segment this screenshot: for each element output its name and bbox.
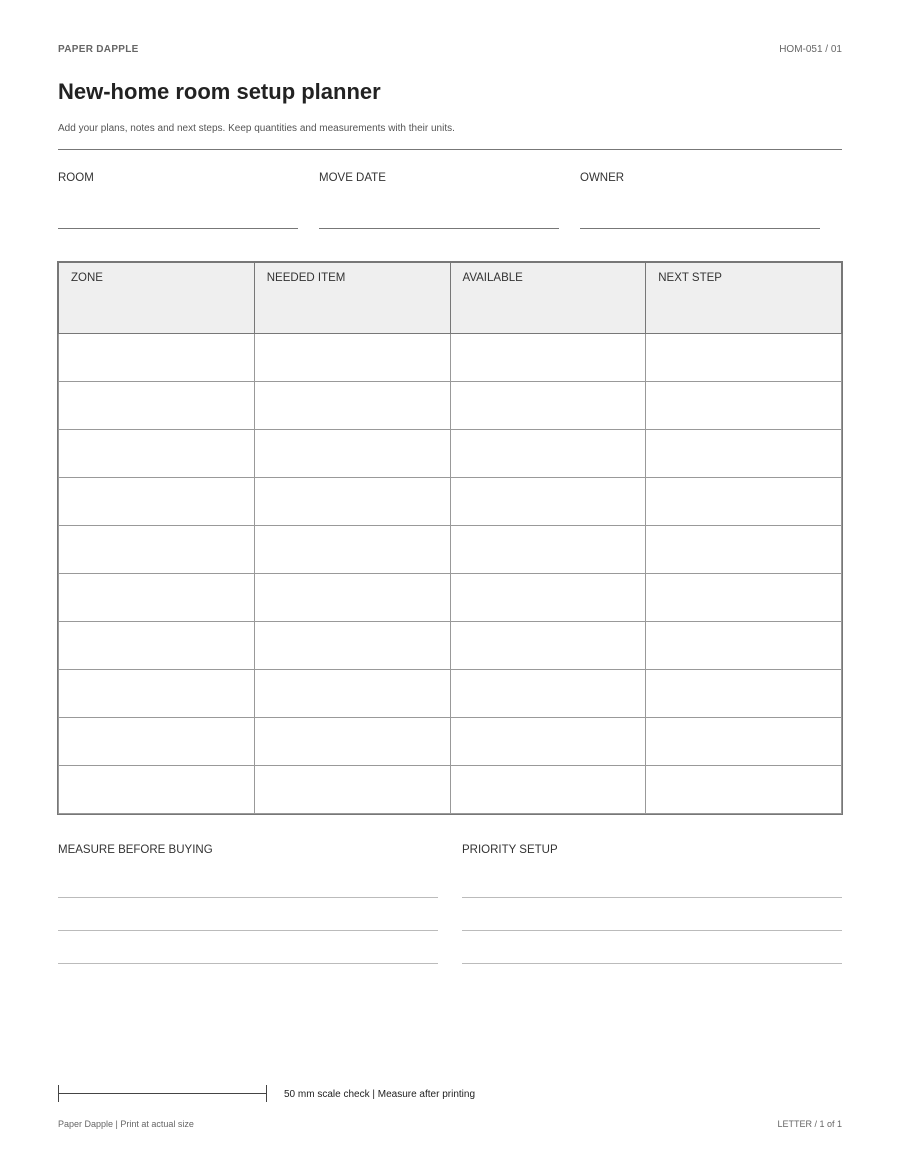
column-header-available: AVAILABLE: [450, 263, 646, 334]
column-header-needed-item: NEEDED ITEM: [254, 263, 450, 334]
table-cell[interactable]: [254, 430, 450, 478]
writing-line[interactable]: [58, 930, 438, 931]
table-row: [59, 430, 842, 478]
planner-table: [58, 262, 842, 814]
owner-label: OWNER: [580, 172, 625, 184]
priority-setup-label: PRIORITY SETUP: [462, 844, 558, 856]
table-cell[interactable]: [254, 526, 450, 574]
table-cell[interactable]: [450, 622, 646, 670]
table-cell[interactable]: [59, 334, 255, 382]
writing-line[interactable]: [462, 963, 842, 964]
table-cell[interactable]: [59, 622, 255, 670]
table-cell[interactable]: [450, 766, 646, 814]
scale-bar-line: [58, 1093, 266, 1094]
room-field[interactable]: [58, 172, 298, 184]
table-cell[interactable]: [646, 622, 842, 670]
measure-before-buying-section: [58, 844, 438, 856]
scale-check-text: 50 mm scale check | Measure after printing: [284, 1089, 476, 1100]
table-cell[interactable]: [59, 526, 255, 574]
owner-field[interactable]: [580, 172, 820, 184]
table-cell[interactable]: [450, 478, 646, 526]
table-cell[interactable]: [59, 718, 255, 766]
table-cell[interactable]: [59, 430, 255, 478]
table-row: [59, 574, 842, 622]
header-divider: [58, 149, 842, 150]
table-row: [59, 334, 842, 382]
owner-write-line[interactable]: [580, 228, 820, 229]
table-cell[interactable]: [254, 766, 450, 814]
move-date-write-line[interactable]: [319, 228, 559, 229]
room-write-line[interactable]: [58, 228, 298, 229]
table-cell[interactable]: [450, 718, 646, 766]
table-cell[interactable]: [254, 478, 450, 526]
table-row: [59, 718, 842, 766]
table-cell[interactable]: [59, 478, 255, 526]
table-row: [59, 382, 842, 430]
table-cell[interactable]: [646, 766, 842, 814]
table-cell[interactable]: [450, 526, 646, 574]
table-row: [59, 478, 842, 526]
table-cell[interactable]: [254, 574, 450, 622]
writing-line[interactable]: [462, 930, 842, 931]
table-cell[interactable]: [59, 382, 255, 430]
measure-before-buying-label: MEASURE BEFORE BUYING: [58, 844, 213, 856]
table-cell[interactable]: [254, 334, 450, 382]
table-cell[interactable]: [254, 670, 450, 718]
table-cell[interactable]: [646, 718, 842, 766]
table-cell[interactable]: [646, 526, 842, 574]
writing-line[interactable]: [58, 897, 438, 898]
table-row: [59, 670, 842, 718]
table-row: [59, 766, 842, 814]
table-cell[interactable]: [646, 478, 842, 526]
table-cell[interactable]: [646, 670, 842, 718]
scale-bar: [58, 1085, 268, 1103]
room-label: ROOM: [58, 172, 94, 184]
writing-line[interactable]: [58, 963, 438, 964]
table-cell[interactable]: [450, 574, 646, 622]
page-title: New-home room setup planner: [58, 79, 381, 104]
table-cell[interactable]: [254, 622, 450, 670]
move-date-field[interactable]: [319, 172, 559, 184]
writing-line[interactable]: [462, 897, 842, 898]
table-cell[interactable]: [450, 334, 646, 382]
footer-left-text: Paper Dapple | Print at actual size: [58, 1119, 194, 1129]
table-row: [59, 622, 842, 670]
table-cell[interactable]: [646, 334, 842, 382]
column-header-next-step: NEXT STEP: [646, 263, 842, 334]
table-cell[interactable]: [450, 430, 646, 478]
table-cell[interactable]: [450, 382, 646, 430]
table-cell[interactable]: [254, 382, 450, 430]
brand-name: PAPER DAPPLE: [58, 44, 139, 55]
table-cell[interactable]: [59, 670, 255, 718]
scale-tick-right: [266, 1085, 267, 1102]
table-cell[interactable]: [646, 430, 842, 478]
document-code: HOM-051 / 01: [779, 44, 842, 55]
footer-page-info: LETTER / 1 of 1: [777, 1119, 842, 1129]
column-header-zone: ZONE: [59, 263, 255, 334]
table-header-row: [59, 263, 842, 334]
table-cell[interactable]: [59, 574, 255, 622]
page-subtitle: Add your plans, notes and next steps. Keep quantities and measurements with their units.: [58, 123, 455, 134]
table-cell[interactable]: [59, 766, 255, 814]
table-cell[interactable]: [254, 718, 450, 766]
move-date-label: MOVE DATE: [319, 172, 386, 184]
priority-setup-section: [462, 844, 842, 856]
table-cell[interactable]: [450, 670, 646, 718]
table-cell[interactable]: [646, 574, 842, 622]
table-row: [59, 526, 842, 574]
table-cell[interactable]: [646, 382, 842, 430]
